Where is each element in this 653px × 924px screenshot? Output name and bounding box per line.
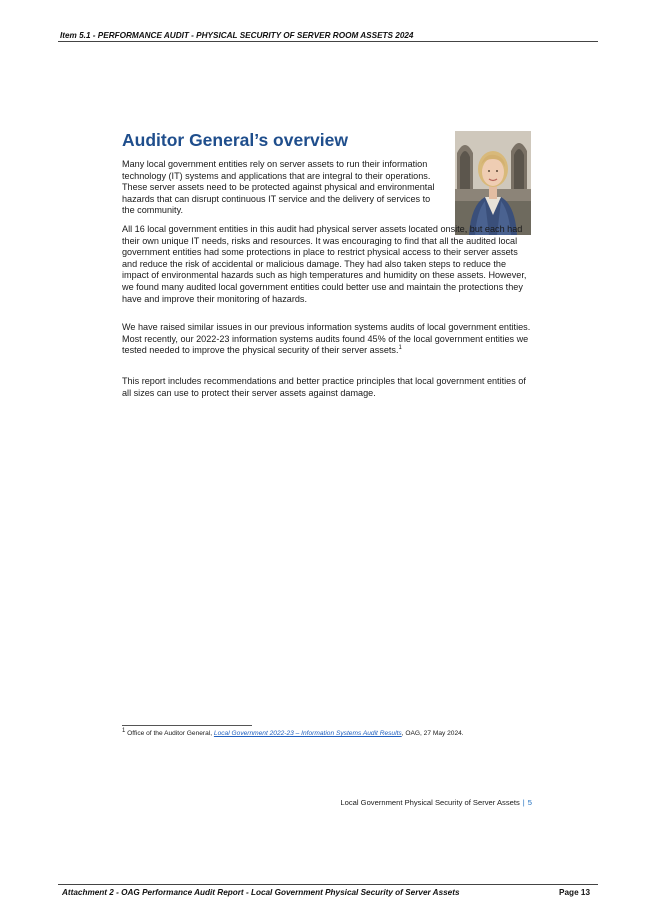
auditor-general-portrait <box>455 131 531 235</box>
document-header: Item 5.1 - PERFORMANCE AUDIT - PHYSICAL SECURITY OF SERVER ROOM ASSETS 2024 <box>60 31 414 40</box>
header-divider <box>58 41 598 42</box>
footer-page-number: 5 <box>527 798 532 807</box>
footnote-reference[interactable]: 1 <box>398 345 402 352</box>
page-footer <box>340 798 532 807</box>
overview-paragraph-4: This report includes recommendations and better practice principles that local government entities of all sizes can use to protect their server assets against damage. <box>122 376 526 398</box>
footnote-number: 1 <box>122 727 126 734</box>
footer-divider <box>58 884 598 885</box>
portrait-photo-icon <box>455 131 531 235</box>
footnote-prefix: Office of the Auditor General, <box>125 730 214 737</box>
footer-report-title: Local Government Physical Security of Server Assets <box>340 798 520 807</box>
overview-paragraph-2: All 16 local government entities in this audit had physical server assets located onsite, but each had their own unique IT needs, risks and resources. It was encouraging to find that all the audited local government entities had some protections in place to restrict physical access to their server assets and reduce the risk of accidental or malicious damage. They had also taken steps to reduce the impact of environmental hazards such as high temperatures and humidity on these assets. However, we found many audited local government entities could better use and maintain the protections they have and improve their monitoring of hazards. <box>122 224 527 304</box>
section-title: Auditor General’s overview <box>122 130 348 150</box>
footnote-divider <box>122 725 252 726</box>
overview-paragraph-3 <box>122 322 534 357</box>
footer-separator: | <box>522 798 525 807</box>
attachment-page-number: Page 13 <box>559 888 590 897</box>
footnote-link[interactable]: Local Government 2022-23 – Information Systems Audit Results <box>213 730 402 737</box>
attachment-label: Attachment 2 - OAG Performance Audit Report - Local Government Physical Security of Server Assets <box>62 888 460 897</box>
overview-paragraph-1: Many local government entities rely on server assets to run their information technology (IT) systems and applications that are integral to their operations. These server assets need to be protected against physical and environmental hazards that can disrupt continuous IT service and the delivery of services to the community. <box>122 159 435 216</box>
footnote <box>122 729 542 738</box>
footnote-suffix: , OAG, 27 May 2024. <box>401 730 464 737</box>
overview-paragraph-3-text: We have raised similar issues in our previous information systems audits of local government entities. Most recently, our 2022-23 information systems audits found 45% of the local government entities we tested needed to improve the physical security of their server assets. <box>122 322 531 356</box>
